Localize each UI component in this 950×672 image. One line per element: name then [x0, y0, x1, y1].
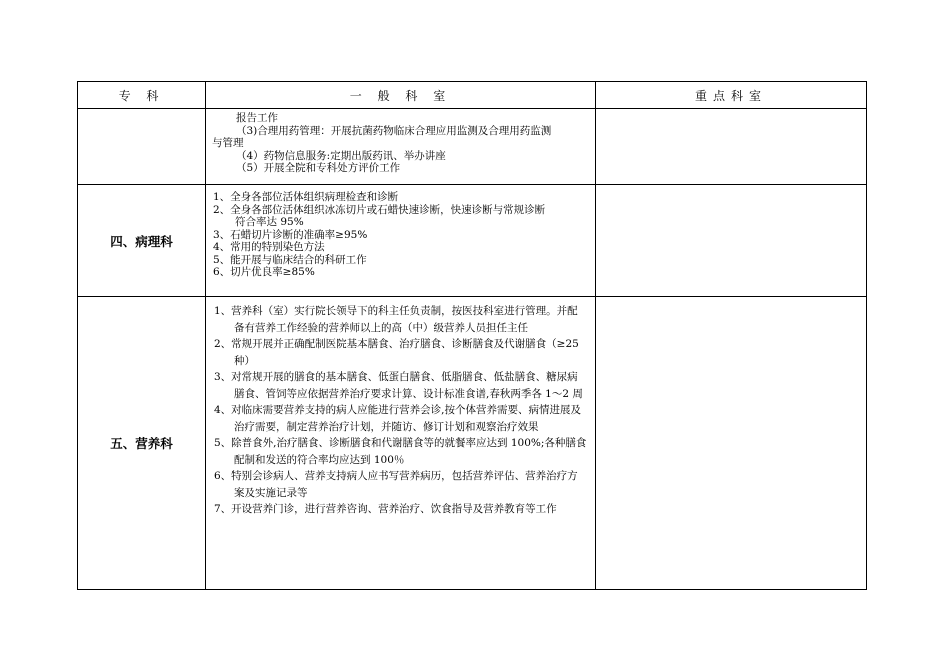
header-general-dept: 一 般 科 室 — [206, 82, 596, 109]
content-line: 1、全身各部位活体组织病理检查和诊断 — [213, 191, 399, 203]
content-line: 6、切片优良率≥85% — [213, 266, 315, 278]
general-dept-content — [206, 185, 596, 297]
table-row-pharmacy-continued — [78, 109, 867, 185]
content-line: 3、石蜡切片诊断的准确率≥95% — [213, 228, 368, 241]
content-line: 5、能开展与临床结合的科研工作 — [213, 253, 367, 266]
table-row-pathology — [78, 185, 867, 297]
list-item: 7、开设营养门诊，进行营养咨询、营养治疗、饮食指导及营养教育等工作 — [214, 503, 557, 515]
header-row — [78, 82, 867, 109]
header-specialty: 专 科 — [78, 82, 206, 109]
category-pathology: 四、病理科 — [78, 185, 206, 297]
table-row-nutrition — [78, 297, 867, 590]
list-item: 2、常规开展并正确配制医院基本膳食、治疗膳食、诊断膳食及代谢膳食（≥25 种） — [214, 338, 579, 367]
content-line: （5）开展全院和专科处方评价工作 — [236, 162, 401, 174]
list-item: 4、对临床需要营养支持的病人应能进行营养会诊,按个体营养需要、病情进展及治疗需要，制定营养治疗计划，并随访、修订计划和观察治疗效果 — [214, 404, 582, 433]
list-item: 6、特别会诊病人、营养支持病人应书写营养病历，包括营养评估、营养治疗方案及实施记录等 — [214, 470, 578, 499]
list-item: 1、营养科（室）实行院长领导下的科主任负责制，按医技科室进行管理。并配备有营养工作经验的营养师以上的高（中）级营养人员担任主任 — [214, 305, 578, 334]
content-line: 报告工作 — [236, 112, 278, 124]
category-cell-empty — [78, 109, 206, 185]
content-line: （3)合理用药管理：开展抗菌药物临床合理应用监测及合理用药监测 — [236, 124, 552, 137]
content-line: （4）药物信息服务:定期出版药讯、举办讲座 — [236, 149, 446, 162]
key-dept-cell — [596, 185, 867, 297]
list-item: 5、除普食外,治疗膳食、诊断膳食和代谢膳食等的就餐率应达到 100%;各种膳食配制和发送的符合率均应达到 100％ — [214, 437, 587, 466]
general-dept-content — [206, 297, 596, 590]
department-table — [77, 81, 867, 590]
header-key-dept: 重点科室 — [596, 82, 867, 109]
content-line: 与管理 — [212, 137, 244, 149]
list-item: 3、对常规开展的膳食的基本膳食、低蛋白膳食、低脂膳食、低盐膳食、糖尿病膳食、管饲等应依据营养治疗要求计算、设计标准食谱,春秋两季各 1～2 周 — [214, 371, 583, 400]
general-dept-content — [206, 109, 596, 185]
content-line: 2、全身各部位活体组织冰冻切片或石蜡快速诊断，快速诊断与常规诊断 — [213, 203, 546, 216]
category-nutrition: 五、营养科 — [78, 297, 206, 590]
key-dept-cell — [596, 109, 867, 185]
key-dept-cell — [596, 297, 867, 590]
content-line: 符合率达 95% — [235, 216, 304, 228]
content-line: 4、常用的特别染色方法 — [213, 241, 325, 253]
